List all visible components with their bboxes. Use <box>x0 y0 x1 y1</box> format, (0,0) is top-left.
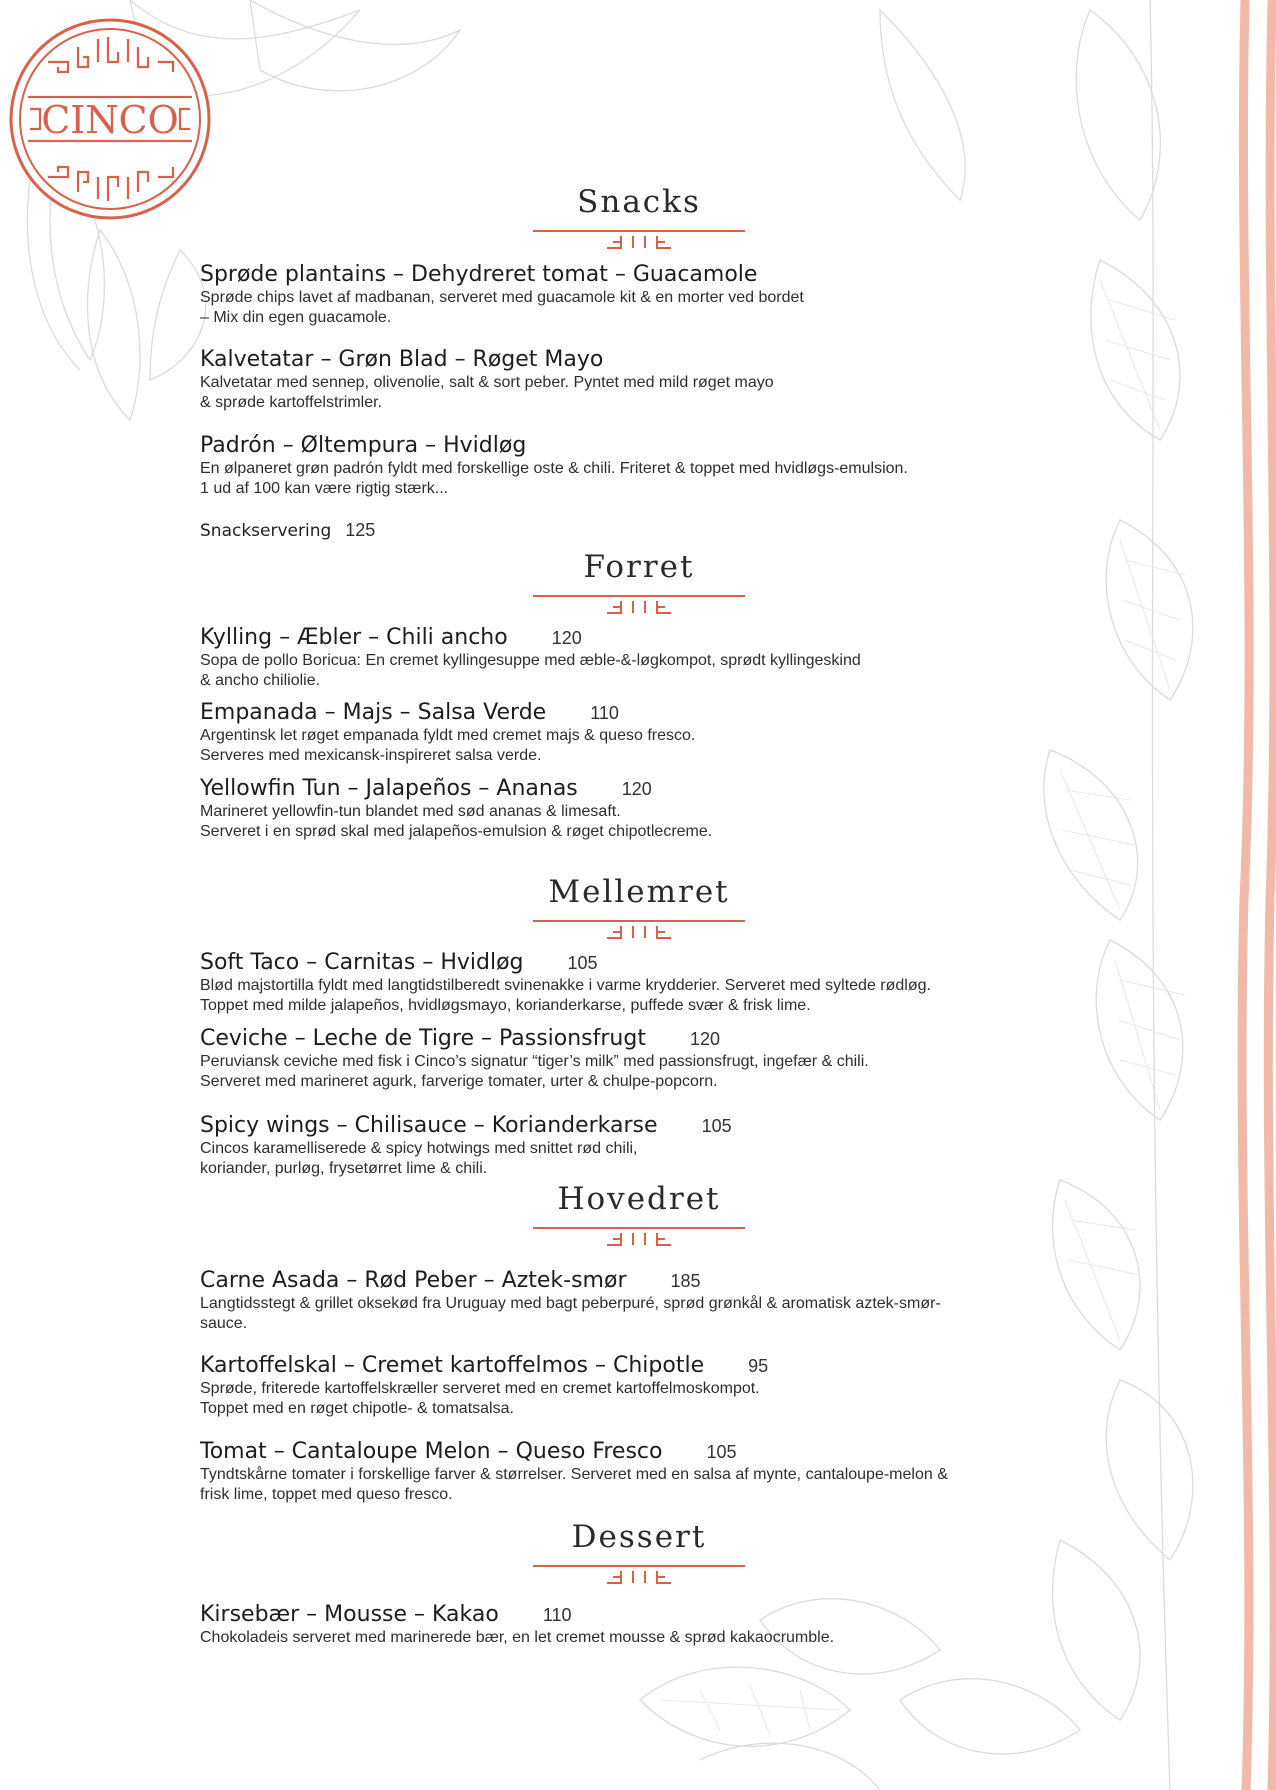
section-title: Snacks <box>577 184 701 220</box>
section-header <box>200 874 1050 944</box>
item-price: 120 <box>551 628 582 648</box>
section-header <box>200 1519 1050 1589</box>
item-description-line: Serveret i en sprød skal med jalapeños-emulsion & røget chipotlecreme. <box>200 823 713 840</box>
item-title: Soft Taco – Carnitas – Hvidløg <box>200 950 524 975</box>
item-price: 120 <box>621 779 652 799</box>
item-description-line: Sprøde chips lavet af madbanan, serveret med guacamole kit & en morter ved bordet <box>200 289 804 306</box>
section-title: Hovedret <box>557 1181 721 1217</box>
item-description-line: Kalvetatar med sennep, olivenolie, salt & sort peber. Pyntet med mild røget mayo <box>200 374 774 391</box>
item-description-line: Langtidsstegt & grillet oksekød fra Uruguay med bagt peberpuré, sprød grønkål & aromatisk aztek-smør- <box>200 1295 941 1312</box>
item-description-line: Peruviansk ceviche med fisk i Cinco’s signatur “tiger’s milk” med passionsfrugt, ingefær & chili. <box>200 1053 869 1070</box>
menu-item <box>200 950 1070 1016</box>
item-description-line: Toppet med milde jalapeños, hvidløgsmayo, korianderkarse, puffede svær & frisk lime. <box>200 997 811 1014</box>
ornament-divider <box>533 1225 745 1249</box>
item-price: 110 <box>590 703 619 723</box>
item-price: 105 <box>701 1116 732 1136</box>
section-header <box>200 549 1050 619</box>
item-description-line: Sprøde, friterede kartoffelskræller serveret med en cremet kartoffelmoskompot. <box>200 1380 760 1397</box>
menu-item <box>200 1602 1070 1648</box>
item-description-line: Serveret med marineret agurk, farverige tomater, urter & chulpe-popcorn. <box>200 1073 718 1090</box>
section-title: Forret <box>583 549 695 585</box>
cinco-logo <box>8 17 212 221</box>
item-price: 105 <box>706 1442 737 1462</box>
item-title-row <box>200 1353 1070 1379</box>
logo-text: CINCO <box>41 98 179 142</box>
ornament-divider <box>533 228 745 252</box>
item-price: 110 <box>542 1605 572 1625</box>
item-title-row <box>200 1113 1070 1139</box>
section-header <box>200 184 1050 254</box>
item-title: Kartoffelskal – Cremet kartoffelmos – Chipotle <box>200 1353 705 1378</box>
item-price: 105 <box>567 953 598 973</box>
item-description-line: Marineret yellowfin-tun blandet med sød ananas & limesaft. <box>200 803 621 820</box>
item-description-line: frisk lime, toppet med queso fresco. <box>200 1486 453 1503</box>
ornament-divider <box>533 1563 745 1587</box>
item-description-line: Sopa de pollo Boricua: En cremet kyllingesuppe med æble-&-løgkompot, sprødt kyllingeskind <box>200 652 861 669</box>
item-title-row <box>200 776 1070 802</box>
serving-price: 125 <box>345 520 376 540</box>
item-price: 120 <box>689 1029 721 1049</box>
item-title: Kirsebær – Mousse – Kakao <box>200 1602 499 1627</box>
item-title: Yellowfin Tun – Jalapeños – Ananas <box>200 776 578 801</box>
item-title: Ceviche – Leche de Tigre – Passionsfrugt <box>200 1026 646 1051</box>
section-header <box>200 1181 1050 1251</box>
serving-label: Snackservering <box>200 521 332 541</box>
item-title: Kylling – Æbler – Chili ancho <box>200 625 508 650</box>
item-title: Empanada – Majs – Salsa Verde <box>200 700 547 725</box>
item-title: Spicy wings – Chilisauce – Korianderkarse <box>200 1113 658 1138</box>
menu-item <box>200 433 1070 499</box>
snack-serving <box>200 520 375 541</box>
item-description-line: Serveres med mexicansk-inspireret salsa verde. <box>200 747 542 764</box>
item-title-row <box>200 625 1070 651</box>
menu-item <box>200 625 1070 691</box>
menu-item <box>200 1439 1070 1505</box>
item-description-line: Argentinsk let røget empanada fyldt med cremet majs & queso fresco. <box>200 727 696 744</box>
item-description-line: Toppet med en røget chipotle- & tomatsalsa. <box>200 1400 514 1417</box>
item-title-row <box>200 1268 1070 1294</box>
menu-item <box>200 262 1070 328</box>
item-description-line: & ancho chiliolie. <box>200 672 321 689</box>
item-description-line: 1 ud af 100 kan være rigtig stærk... <box>200 480 449 497</box>
item-description-line: – Mix din egen guacamole. <box>200 309 392 326</box>
menu-item <box>200 1113 1070 1179</box>
item-title: Sprøde plantains – Dehydreret tomat – Guacamole <box>200 262 758 287</box>
item-title: Carne Asada – Rød Peber – Aztek-smør <box>200 1268 627 1293</box>
item-description-line: Tyndtskårne tomater i forskellige farver & størrelser. Serveret med en salsa af mynte, cantaloupe-melon & <box>200 1466 948 1483</box>
item-price: 185 <box>670 1271 701 1291</box>
menu-item <box>200 1353 1070 1419</box>
item-price: 95 <box>748 1356 769 1376</box>
item-title: Kalvetatar – Grøn Blad – Røget Mayo <box>200 347 604 372</box>
item-description-line: Blød majstortilla fyldt med langtidstilberedt svinenakke i varme krydderier. Serveret med syltede rødløg. <box>200 977 931 994</box>
menu-item <box>200 1268 1070 1334</box>
item-title-row <box>200 950 1070 976</box>
menu-item <box>200 700 1070 766</box>
ornament-divider <box>533 918 745 942</box>
section-title: Mellemret <box>548 874 730 910</box>
item-title-row <box>200 433 1070 459</box>
item-title-row <box>200 1439 1070 1465</box>
item-description-line: En ølpaneret grøn padrón fyldt med forskellige oste & chili. Friteret & toppet med hvidløgs-emulsion. <box>200 460 908 477</box>
item-title-row <box>200 347 1070 373</box>
item-description-line: koriander, purløg, frysetørret lime & chili. <box>200 1160 488 1177</box>
item-title: Padrón – Øltempura – Hvidløg <box>200 433 527 458</box>
section-title: Dessert <box>571 1519 707 1555</box>
item-description-line: Chokoladeis serveret med marinerede bær, en let cremet mousse & sprød kakaocrumble. <box>200 1629 835 1646</box>
menu-item <box>200 347 1070 413</box>
item-title-row <box>200 700 1070 726</box>
ornament-divider <box>533 593 745 617</box>
item-description-line: Cincos karamelliserede & spicy hotwings med snittet rød chili, <box>200 1140 638 1157</box>
item-description-line: & sprøde kartoffelstrimler. <box>200 394 382 411</box>
item-description-line: sauce. <box>200 1315 248 1332</box>
item-title-row <box>200 262 1070 288</box>
item-title-row <box>200 1026 1070 1052</box>
item-title-row <box>200 1602 1070 1628</box>
item-title: Tomat – Cantaloupe Melon – Queso Fresco <box>200 1439 663 1464</box>
menu-item <box>200 1026 1070 1092</box>
menu-item <box>200 776 1070 842</box>
